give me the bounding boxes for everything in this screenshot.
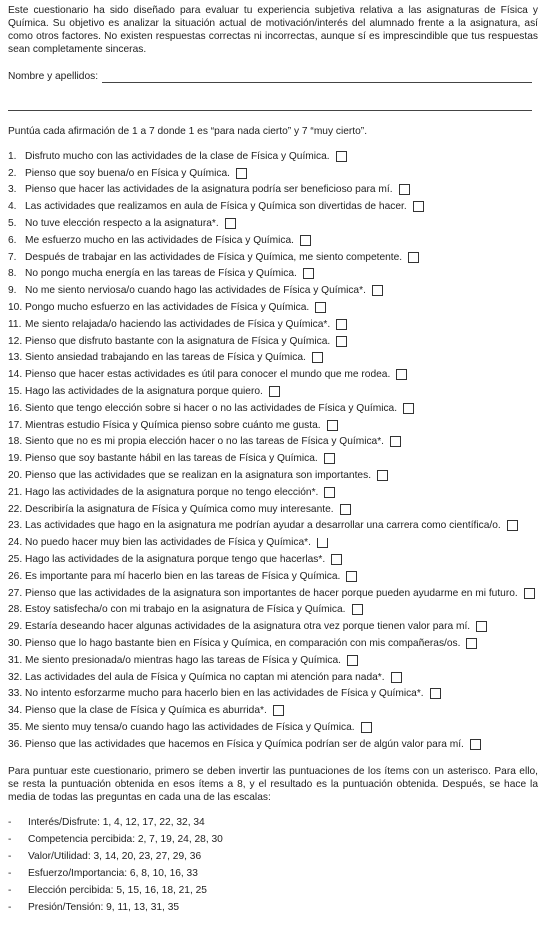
answer-checkbox[interactable] xyxy=(300,235,311,246)
answer-checkbox[interactable] xyxy=(507,520,518,531)
list-item xyxy=(8,400,538,417)
item-text: Pienso que soy bastante hábil en las tareas de Física y Química. xyxy=(25,453,318,465)
item-number: 23. xyxy=(8,520,23,532)
scale-text: Elección percibida: 5, 15, 16, 18, 21, 25 xyxy=(28,884,207,896)
item-number: 11. xyxy=(8,318,22,330)
answer-checkbox[interactable] xyxy=(336,319,347,330)
name-field[interactable] xyxy=(102,71,532,83)
answer-checkbox[interactable] xyxy=(524,588,535,599)
answer-checkbox[interactable] xyxy=(413,201,424,212)
answer-checkbox[interactable] xyxy=(347,655,358,666)
answer-checkbox[interactable] xyxy=(315,302,326,313)
item-number: 8. xyxy=(8,268,17,280)
answer-checkbox[interactable] xyxy=(269,386,280,397)
list-item xyxy=(8,551,538,568)
item-number: 27. xyxy=(8,587,23,599)
item-text: Mientras estudio Física y Química pienso sobre cuánto me gusta. xyxy=(25,419,321,431)
item-text: Hago las actividades de la asignatura porque no tengo elección*. xyxy=(25,486,319,498)
item-number: 17. xyxy=(8,419,23,431)
answer-checkbox[interactable] xyxy=(225,218,236,229)
item-text: Describiría la asignatura de Física y Química como muy interesante. xyxy=(25,503,334,515)
answer-checkbox[interactable] xyxy=(361,722,372,733)
list-item xyxy=(8,702,538,719)
list-item xyxy=(8,848,538,865)
item-number: 6. xyxy=(8,234,17,246)
list-item xyxy=(8,215,538,232)
item-number: 14. xyxy=(8,369,23,381)
item-text: Las actividades del aula de Física y Química no captan mi atención para nada*. xyxy=(25,671,385,683)
list-item xyxy=(8,585,538,602)
item-number: 15. xyxy=(8,386,23,398)
item-number: 34. xyxy=(8,705,23,717)
item-text: Pienso que disfruto bastante con la asignatura de Física y Química. xyxy=(25,335,331,347)
item-text: No pongo mucha energía en las tareas de Física y Química. xyxy=(25,268,297,280)
answer-checkbox[interactable] xyxy=(317,538,328,548)
list-item xyxy=(8,652,538,669)
answer-checkbox[interactable] xyxy=(352,604,363,615)
answer-checkbox[interactable] xyxy=(346,571,357,582)
item-text: No puedo hacer muy bien las actividades de Física y Química*. xyxy=(25,537,311,549)
item-text: No intento esforzarme mucho para hacerlo bien en las actividades de Física y Química*. xyxy=(25,688,424,700)
item-text: Las actividades que realizamos en aula de Física y Química son divertidas de hacer. xyxy=(25,201,407,213)
answer-checkbox[interactable] xyxy=(324,487,335,498)
scale-text: Valor/Utilidad: 3, 14, 20, 23, 27, 29, 36 xyxy=(28,850,202,862)
list-dash: - xyxy=(8,901,12,913)
answer-checkbox[interactable] xyxy=(396,369,407,380)
item-number: 3. xyxy=(8,184,17,196)
list-item xyxy=(8,282,538,299)
item-text: Pienso que hacer las actividades de la asignatura podría ser beneficioso para mí. xyxy=(25,184,393,196)
answer-checkbox[interactable] xyxy=(312,352,323,363)
list-item xyxy=(8,182,538,199)
list-item xyxy=(8,669,538,686)
item-text: Me esfuerzo mucho en las actividades de Física y Química. xyxy=(25,234,294,246)
answer-checkbox[interactable] xyxy=(273,705,284,716)
scoring-instructions: Para puntuar este cuestionario, primero se deben invertir las puntuaciones de los ítems con un asterisco. Para ello, se resta la puntuación obtenida en esos ítems a 8, y el resultado es la puntuación obtenida. Después, se hace la media de todas las preguntas en cada una de las escalas: xyxy=(8,765,538,803)
list-dash: - xyxy=(8,867,12,879)
list-item xyxy=(8,831,538,848)
list-item xyxy=(8,316,538,333)
list-item xyxy=(8,686,538,703)
answer-checkbox[interactable] xyxy=(466,638,477,649)
list-item xyxy=(8,501,538,518)
item-number: 32. xyxy=(8,671,23,683)
item-text: Me siento presionada/o mientras hago las tareas de Física y Química. xyxy=(25,654,341,666)
answer-checkbox[interactable] xyxy=(403,403,414,414)
item-text: No tuve elección respecto a la asignatura*. xyxy=(25,218,219,230)
answer-checkbox[interactable] xyxy=(340,504,351,515)
list-item xyxy=(8,467,538,484)
item-text: Pienso que la clase de Física y Química es aburrida*. xyxy=(25,705,267,717)
list-item xyxy=(8,165,538,182)
list-item xyxy=(8,635,538,652)
item-number: 10. xyxy=(8,302,23,314)
intro-paragraph: Este cuestionario ha sido diseñado para evaluar tu experiencia subjetiva relativa a las asignaturas de Física y Química. Su objetivo es analizar la situación actual de motivación/interés del alumnado frente a la asignatura, así como otros factores. No existen respuestas correctas ni incorrectas, aunque sí es imprescindible que tus respuestas sean completamente sinceras. xyxy=(8,5,538,55)
answer-checkbox[interactable] xyxy=(377,470,388,481)
item-text: Pongo mucho esfuerzo en las actividades de Física y Química. xyxy=(25,302,310,314)
item-text: Estoy satisfecha/o con mi trabajo en la asignatura de Física y Química. xyxy=(25,604,346,616)
list-item xyxy=(8,232,538,249)
answer-checkbox[interactable] xyxy=(331,554,342,565)
item-text: Disfruto mucho con las actividades de la clase de Física y Química. xyxy=(25,150,330,162)
list-item xyxy=(8,518,538,535)
item-number: 9. xyxy=(8,285,17,297)
list-item xyxy=(8,249,538,266)
list-item xyxy=(8,899,538,916)
answer-checkbox[interactable] xyxy=(372,285,383,296)
item-text: No me siento nerviosa/o cuando hago las actividades de Física y Química*. xyxy=(25,285,366,297)
answer-checkbox[interactable] xyxy=(470,739,481,750)
answer-checkbox[interactable] xyxy=(336,336,347,347)
answer-checkbox[interactable] xyxy=(390,436,401,447)
answer-checkbox[interactable] xyxy=(399,184,410,195)
scale-text: Competencia percibida: 2, 7, 19, 24, 28, 30 xyxy=(28,833,223,845)
list-item xyxy=(8,618,538,635)
item-number: 21. xyxy=(8,486,23,498)
list-item xyxy=(8,450,538,467)
answer-checkbox[interactable] xyxy=(324,453,335,464)
item-text: Las actividades que hago en la asignatura me podrían ayudar a desarrollar una carrera como científica/o. xyxy=(25,520,501,532)
list-item xyxy=(8,266,538,283)
item-number: 16. xyxy=(8,402,23,414)
item-number: 28. xyxy=(8,604,23,616)
list-item xyxy=(8,568,538,585)
scale-text: Presión/Tensión: 9, 11, 13, 31, 35 xyxy=(28,901,180,913)
item-list xyxy=(8,148,538,753)
answer-checkbox[interactable] xyxy=(430,688,441,699)
scale-list xyxy=(8,814,538,916)
item-text: Es importante para mí hacerlo bien en las tareas de Física y Química. xyxy=(25,570,341,582)
item-text: Me siento relajada/o haciendo las actividades de Física y Química*. xyxy=(25,318,331,330)
item-number: 18. xyxy=(8,436,23,448)
name-label: Nombre y apellidos: xyxy=(8,71,99,82)
item-text: Pienso que hacer estas actividades es útil para conocer el mundo que me rodea. xyxy=(25,369,391,381)
item-number: 29. xyxy=(8,621,23,633)
item-text: Hago las actividades de la asignatura porque quiero. xyxy=(25,386,263,398)
name-row xyxy=(8,70,538,83)
answer-checkbox[interactable] xyxy=(303,268,314,279)
list-item xyxy=(8,333,538,350)
scale-text: Esfuerzo/Importancia: 6, 8, 10, 16, 33 xyxy=(28,867,198,879)
list-item xyxy=(8,882,538,899)
list-dash: - xyxy=(8,850,12,862)
list-item xyxy=(8,534,538,551)
item-number: 2. xyxy=(8,167,17,179)
item-number: 20. xyxy=(8,470,23,482)
item-text: Siento ansiedad trabajando en las tareas de Física y Química. xyxy=(25,352,306,364)
item-number: 31. xyxy=(8,654,23,666)
item-text: Pienso que las actividades de la asignatura son importantes de hacer porque pueden ayudarme en mi futuro. xyxy=(25,587,518,599)
answer-checkbox[interactable] xyxy=(327,420,338,431)
item-number: 26. xyxy=(8,570,23,582)
list-item xyxy=(8,736,538,753)
list-item xyxy=(8,148,538,165)
list-dash: - xyxy=(8,816,12,828)
item-number: 25. xyxy=(8,554,23,566)
item-number: 19. xyxy=(8,453,23,465)
list-item xyxy=(8,434,538,451)
name-field-second-line[interactable] xyxy=(8,110,532,111)
item-number: 7. xyxy=(8,251,17,263)
answer-checkbox[interactable] xyxy=(391,672,402,683)
item-text: Pienso que las actividades que se realizan en la asignatura son importantes. xyxy=(25,470,372,482)
item-text: Después de trabajar en las actividades de Física y Química, me siento competente. xyxy=(25,251,403,263)
list-item xyxy=(8,383,538,400)
answer-checkbox[interactable] xyxy=(236,168,247,179)
list-item xyxy=(8,366,538,383)
item-number: 24. xyxy=(8,537,23,549)
item-number: 13. xyxy=(8,352,23,364)
list-item xyxy=(8,484,538,501)
scale-text: Interés/Disfrute: 1, 4, 12, 17, 22, 32, 34 xyxy=(28,816,205,828)
list-item xyxy=(8,865,538,882)
list-item xyxy=(8,198,538,215)
item-text: Pienso que soy buena/o en Física y Química. xyxy=(25,167,230,179)
list-item xyxy=(8,814,538,831)
answer-checkbox[interactable] xyxy=(476,621,487,632)
item-number: 5. xyxy=(8,218,17,230)
item-number: 36. xyxy=(8,738,23,750)
item-text: Siento que no es mi propia elección hacer o no las tareas de Física y Química*. xyxy=(25,436,385,448)
answer-checkbox[interactable] xyxy=(408,252,419,263)
item-number: 12. xyxy=(8,335,23,347)
item-text: Pienso que lo hago bastante bien en Física y Química, en comparación con mis compañeras/os. xyxy=(25,638,461,649)
item-number: 35. xyxy=(8,721,23,733)
answer-checkbox[interactable] xyxy=(336,151,347,162)
item-text: Pienso que las actividades que hacemos en Física y Química podrían ser de algún valor para mí. xyxy=(25,738,464,750)
list-dash: - xyxy=(8,884,12,896)
item-text: Estaría deseando hacer algunas actividades de la asignatura otra vez porque tienen valor para mí. xyxy=(25,621,471,633)
list-item xyxy=(8,602,538,619)
item-text: Siento que tengo elección sobre si hacer o no las actividades de Física y Química. xyxy=(25,402,398,414)
list-item xyxy=(8,350,538,367)
item-number: 22. xyxy=(8,503,23,515)
list-item xyxy=(8,417,538,434)
item-number: 4. xyxy=(8,201,17,213)
item-number: 30. xyxy=(8,638,23,649)
list-item xyxy=(8,719,538,736)
list-dash: - xyxy=(8,833,12,845)
item-number: 1. xyxy=(8,150,17,162)
item-number: 33. xyxy=(8,688,23,700)
item-text: Hago las actividades de la asignatura porque tengo que hacerlas*. xyxy=(25,554,326,566)
list-item xyxy=(8,299,538,316)
item-text: Me siento muy tensa/o cuando hago las actividades de Física y Química. xyxy=(25,721,355,733)
rating-instruction: Puntúa cada afirmación de 1 a 7 donde 1 es “para nada cierto” y 7 “muy cierto”. xyxy=(8,126,368,137)
